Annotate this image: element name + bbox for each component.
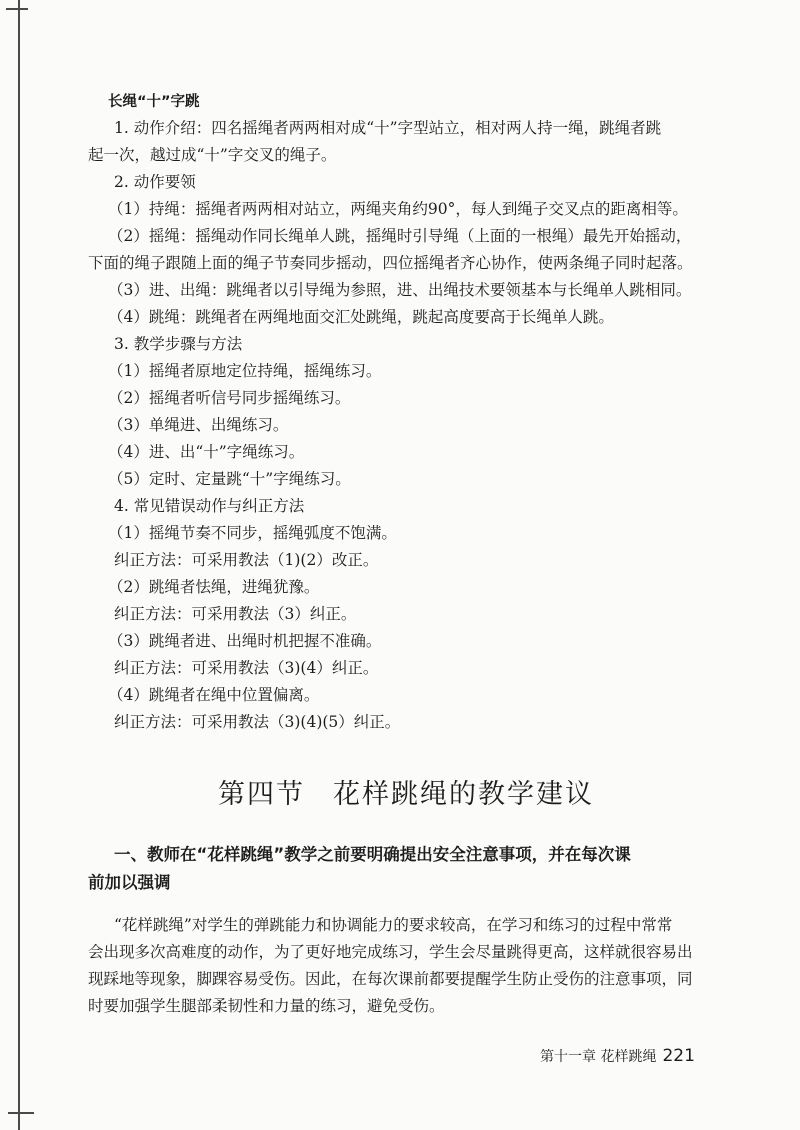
paragraph-line: （2）跳绳者怯绳，进绳犹豫。 — [108, 578, 320, 596]
paragraph-line: （3）单绳进、出绳练习。 — [108, 416, 289, 434]
section-title — [218, 772, 594, 811]
binding-margin-line — [18, 0, 20, 1130]
paragraph-line: （3）进、出绳：跳绳者以引导绳为参照，进、出绳技术要领基本与长绳单人跳相同。 — [108, 281, 692, 299]
margin-tick-bottom — [8, 1112, 34, 1114]
paragraph-line: 2. 动作要领 — [114, 173, 196, 191]
paragraph-line: （4）进、出“十”字绳练习。 — [108, 443, 305, 461]
paragraph-line: 纠正方法：可采用教法（3)(4）纠正。 — [114, 659, 379, 677]
heading-line: 前加以强调 — [88, 873, 171, 892]
section-title-text: 花样跳绳的教学建议 — [333, 779, 594, 810]
subsection-title: 长绳“十”字跳 — [108, 94, 200, 110]
paragraph-line: （4）跳绳：跳绳者在两绳地面交汇处跳绳，跳起高度要高于长绳单人跳。 — [108, 308, 614, 326]
footer-chapter: 第十一章 花样跳绳 — [540, 1049, 657, 1065]
paragraph-line: （5）定时、定量跳“十”字绳练习。 — [108, 470, 351, 488]
paragraph-line: 纠正方法：可采用教法（3）纠正。 — [114, 605, 357, 623]
paragraph-line: 下面的绳子跟随上面的绳子节奏同步摇动，四位摇绳者齐心协作，使两条绳子同时起落。 — [88, 254, 693, 272]
body-line: “花样跳绳”对学生的弹跳能力和协调能力的要求较高，在学习和练习的过程中常常 — [114, 916, 673, 934]
paragraph-line: 3. 教学步骤与方法 — [114, 335, 243, 353]
paragraph-line: 纠正方法：可采用教法（3)(4)(5）纠正。 — [114, 713, 401, 731]
paragraph-line: （3）跳绳者进、出绳时机把握不准确。 — [108, 632, 382, 650]
paragraph-line: 纠正方法：可采用教法（1)(2）改正。 — [114, 551, 379, 569]
paragraph-line: （1）持绳：摇绳者两两相对站立，两绳夹角约90°，每人到绳子交叉点的距离相等。 — [108, 200, 688, 218]
paragraph-line: （2）摇绳：摇绳动作同长绳单人跳，摇绳时引导绳（上面的一根绳）最先开始摇动， — [108, 227, 692, 245]
paragraph-line: （4）跳绳者在绳中位置偏离。 — [108, 686, 320, 704]
body-line: 时要加强学生腿部柔韧性和力量的练习，避免受伤。 — [88, 997, 445, 1015]
heading-line: 一、教师在“花样跳绳”教学之前要明确提出安全注意事项，并在每次课 — [114, 845, 631, 864]
paragraph-line: 4. 常见错误动作与纠正方法 — [114, 497, 305, 515]
margin-tick-top — [6, 8, 28, 10]
paragraph-line: （1）摇绳者原地定位持绳，摇绳练习。 — [108, 362, 382, 380]
paragraph-line: 1. 动作介绍：四名摇绳者两两相对成“十”字型站立，相对两人持一绳，跳绳者跳 — [114, 119, 662, 137]
page-number: 221 — [662, 1046, 695, 1066]
paragraph-line: （2）摇绳者听信号同步摇绳练习。 — [108, 389, 351, 407]
body-line: 现踩地等现象，脚踝容易受伤。因此，在每次课前都要提醒学生防止受伤的注意事项，同 — [88, 970, 693, 988]
paragraph-line: （1）摇绳节奏不同步，摇绳弧度不饱满。 — [108, 524, 397, 542]
paragraph-line: 起一次，越过成“十”字交叉的绳子。 — [88, 146, 337, 164]
section-number: 第四节 — [218, 779, 305, 810]
page-footer — [540, 1046, 695, 1066]
body-line: 会出现多次高难度的动作，为了更好地完成练习，学生会尽量跳得更高，这样就很容易出 — [88, 943, 693, 961]
